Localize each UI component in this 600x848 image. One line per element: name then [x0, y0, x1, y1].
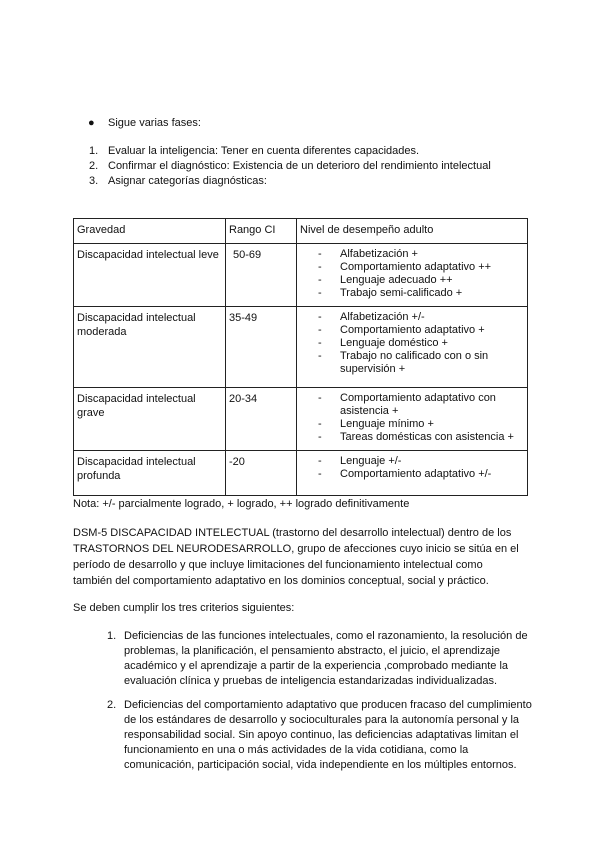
nivel-item: - Alfabetización +/-: [318, 311, 524, 324]
nivel-item: - Comportamiento adaptativo con asistencia +: [318, 392, 524, 418]
header-gravedad: Gravedad: [74, 219, 226, 244]
cell-gravedad: Discapacidad intelectual grave: [74, 388, 226, 451]
phase-number: 3.: [89, 175, 99, 187]
phase-text: Evaluar la inteligencia: Tener en cuenta diferentes capacidades.: [108, 145, 420, 157]
nivel-item: - Lenguaje adecuado ++: [318, 274, 524, 287]
phases-list: [89, 144, 539, 189]
criterion-line: Deficiencias del comportamiento adaptativo que producen fracaso del cumplimiento: [124, 699, 532, 711]
nivel-item: - Tareas domésticas con asistencia +: [318, 431, 524, 444]
nivel-item: - Lenguaje doméstico +: [318, 337, 524, 350]
criterion-line: funcionamiento en una o más actividades de la vida cotidiana, como la: [124, 744, 469, 756]
paragraph-line: período de desarrollo y que incluye limitaciones del funcionamiento intelectual como: [73, 559, 483, 571]
nivel-item: - Comportamiento adaptativo +/-: [318, 468, 524, 481]
nivel-item: - Trabajo semi-calificado +: [318, 287, 524, 300]
paragraph-line: DSM-5 DISCAPACIDAD INTELECTUAL (trastorno del desarrollo intelectual) dentro de los: [73, 527, 512, 539]
rango-value: 50-69: [233, 249, 262, 261]
phase-item: [89, 144, 539, 159]
cell-gravedad: Discapacidad intelectual moderada: [74, 307, 226, 388]
table-row: [74, 244, 528, 307]
table-header-row: [74, 219, 528, 244]
cell-gravedad: Discapacidad intelectual profunda: [74, 451, 226, 496]
phase-number: 1.: [89, 145, 99, 157]
cell-rango: [226, 244, 297, 307]
criterion-line: académico y el aprendizaje a partir de la experiencia ,comprobado mediante la: [124, 660, 509, 672]
nivel-item: - Comportamiento adaptativo ++: [318, 261, 524, 274]
cell-nivel: [297, 451, 528, 496]
criterion-item: [107, 698, 547, 773]
rango-value: 20-34: [229, 393, 258, 405]
paragraph-line: también del comportamiento adaptativo en los dominios conceptual, social y práctico.: [73, 575, 489, 587]
nivel-item: - Comportamiento adaptativo +: [318, 324, 524, 337]
bullet-icon: ●: [88, 117, 95, 129]
rango-value: 35-49: [229, 312, 258, 324]
dsm-paragraph: [73, 525, 519, 589]
table-row: [74, 388, 528, 451]
criteria-intro: Se deben cumplir los tres criterios siguientes:: [73, 602, 295, 614]
severity-table: [73, 218, 528, 496]
phase-item: [89, 174, 539, 189]
criteria-list: [107, 629, 547, 782]
table-note: Nota: +/- parcialmente logrado, + logrado, ++ logrado definitivamente: [73, 498, 410, 510]
criterion-line: responsabilidad social. Sin apoyo continuo, las deficiencias adaptativas limitan el: [124, 729, 519, 741]
cell-nivel: [297, 388, 528, 451]
phase-text: Confirmar el diagnóstico: Existencia de un deterioro del rendimiento intelectual: [108, 160, 491, 172]
criterion-number: 2.: [107, 699, 117, 711]
criterion-line: Deficiencias de las funciones intelectuales, como el razonamiento, la resolución de: [124, 630, 528, 642]
cell-rango: [226, 307, 297, 388]
rango-value: -20: [229, 456, 245, 468]
nivel-item: - Lenguaje +/-: [318, 455, 524, 468]
header-nivel: Nivel de desempeño adulto: [297, 219, 528, 244]
nivel-item: - Lenguaje mínimo +: [318, 418, 524, 431]
criterion-number: 1.: [107, 630, 117, 642]
cell-gravedad: Discapacidad intelectual leve: [74, 244, 226, 307]
criterion-line: problemas, la planificación, el pensamiento abstracto, el juicio, el aprendizaje: [124, 645, 501, 657]
cell-rango: [226, 451, 297, 496]
cell-nivel: [297, 307, 528, 388]
phase-item: [89, 159, 539, 174]
bullet-text: Sigue varias fases:: [108, 117, 201, 129]
phase-text: Asignar categorías diagnósticas:: [108, 175, 267, 187]
table-row: [74, 307, 528, 388]
criterion-item: [107, 629, 547, 689]
cell-rango: [226, 388, 297, 451]
paragraph-line: TRASTORNOS DEL NEURODESARROLLO, grupo de afecciones cuyo inicio se sitúa en el: [73, 543, 519, 555]
criterion-line: comunicación, participación social, vida independiente en los múltiples entornos.: [124, 759, 517, 771]
nivel-item: - Trabajo no calificado con o sin supervisión +: [318, 350, 524, 376]
cell-nivel: [297, 244, 528, 307]
table-row: [74, 451, 528, 496]
criterion-line: evaluación clínica y pruebas de inteligencia estandarizadas individualizadas.: [124, 675, 498, 687]
criterion-line: de los estándares de desarrollo y socioculturales para la autonomía personal y la: [124, 714, 520, 726]
nivel-item: - Alfabetización +: [318, 248, 524, 261]
phase-number: 2.: [89, 160, 99, 172]
header-rango: Rango CI: [226, 219, 297, 244]
